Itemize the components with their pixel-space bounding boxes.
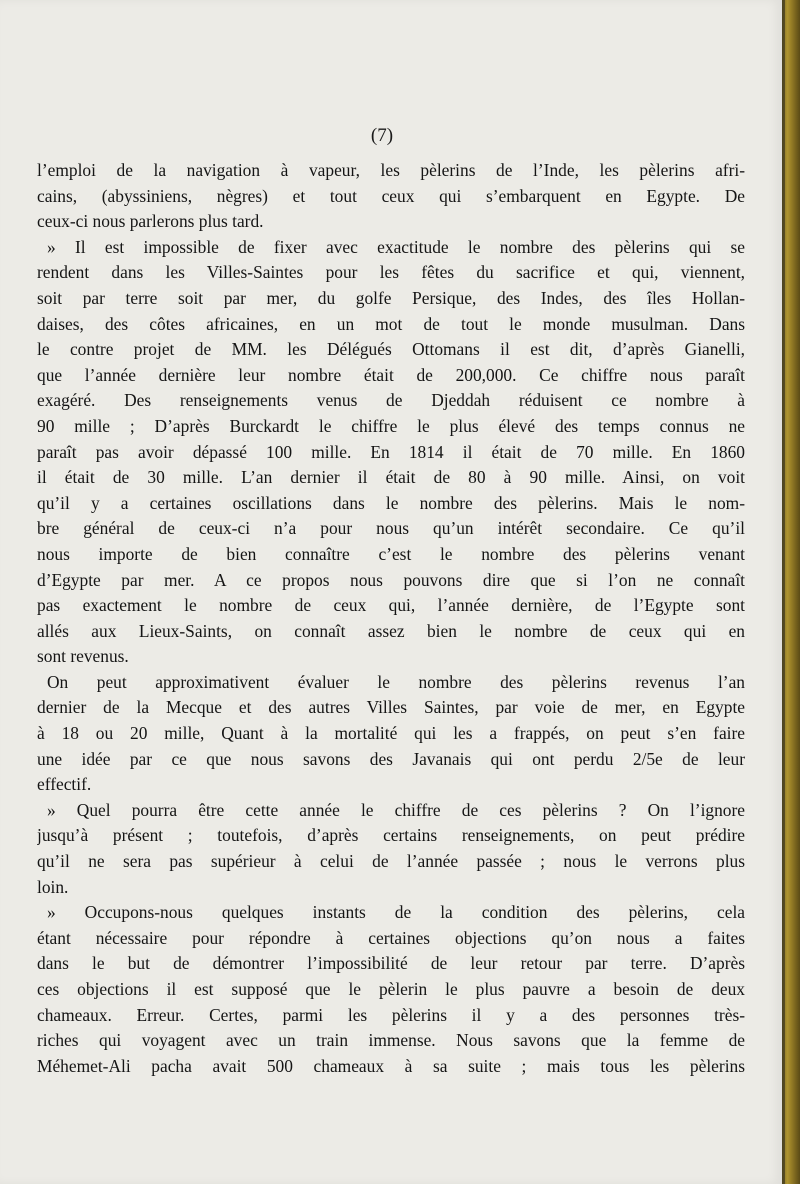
text-line: bre général de ceux-ci n’a pour nous qu’un intérêt secondaire. Ce qu’il — [37, 518, 745, 539]
text-line: riches qui voyagent avec un train immense. Nous savons que la femme de — [37, 1030, 745, 1051]
text-line: » Il est impossible de fixer avec exactitude le nombre des pèlerins qui se — [47, 236, 745, 257]
book-binding-edge — [782, 0, 800, 1184]
text-line: nous importe de bien connaître c’est le nombre des pèlerins venant — [37, 543, 745, 564]
text-line: que l’année dernière leur nombre était de 200,000. Ce chiffre nous paraît — [37, 364, 745, 385]
text-line: » Occupons-nous quelques instants de la condition des pèlerins, cela — [47, 902, 745, 923]
text-line: daises, des côtes africaines, en un mot de tout le monde musulman. Dans — [37, 313, 745, 334]
text-line: cains, (abyssiniens, nègres) et tout ceux qui s’embarquent en Egypte. De — [37, 185, 745, 206]
text-line: qu’il y a certaines oscillations dans le nombre des pèlerins. Mais le nom- — [37, 492, 745, 513]
text-line: On peut approximativent évaluer le nombre des pèlerins revenus l’an — [47, 671, 745, 692]
text-line: rendent dans les Villes-Saintes pour les fêtes du sacrifice et qui, viennent, — [37, 262, 745, 283]
text-line: d’Egypte par mer. A ce propos nous pouvons dire que si l’on ne connaît — [37, 569, 745, 590]
text-line: il était de 30 mille. L’an dernier il était de 80 à 90 mille. Ainsi, on voit — [37, 467, 745, 488]
text-line: le contre projet de MM. les Délégués Ottomans il est dit, d’après Gianelli, — [37, 339, 745, 360]
text-line: pas exactement le nombre de ceux qui, l’année dernière, de l’Egypte sont — [37, 595, 745, 616]
text-line: » Quel pourra être cette année le chiffre de ces pèlerins ? On l’ignore — [47, 799, 745, 820]
text-line: loin. — [37, 876, 69, 897]
text-line: paraît pas avoir dépassé 100 mille. En 1814 il était de 70 mille. En 1860 — [37, 441, 745, 462]
text-line: soit par terre soit par mer, du golfe Persique, des Indes, des îles Hollan- — [37, 287, 745, 308]
text-line: une idée par ce que nous savons des Javanais qui ont perdu 2/5e de leur — [37, 748, 745, 769]
text-line: sont revenus. — [37, 646, 129, 667]
text-line: exagéré. Des renseignements venus de Djeddah réduisent ce nombre à — [37, 390, 745, 411]
text-line: étant nécessaire pour répondre à certaines objections qu’on nous a faites — [37, 927, 745, 948]
text-line: qu’il ne sera pas supérieur à celui de l’année passée ; nous le verrons plus — [37, 851, 745, 872]
text-line: ceux-ci nous parlerons plus tard. — [37, 211, 264, 232]
text-line: jusqu’à présent ; toutefois, d’après certains renseignements, on peut prédire — [37, 825, 745, 846]
text-line: l’emploi de la navigation à vapeur, les pèlerins de l’Inde, les pèlerins afri- — [37, 160, 745, 180]
text-line: effectif. — [37, 774, 92, 795]
text-line: allés aux Lieux-Saints, on connaît assez bien le nombre de ceux qui en — [37, 620, 745, 641]
body-text — [37, 158, 745, 1079]
text-line: à 18 ou 20 mille, Quant à la mortalité qui les a frappés, on peut s’en faire — [37, 723, 745, 744]
text-line: Méhemet-Ali pacha avait 500 chameaux à sa suite ; mais tous les pèlerins — [37, 1055, 745, 1076]
text-line: dans le but de démontrer l’impossibilité de leur retour par terre. D’après — [37, 953, 745, 974]
text-line: 90 mille ; D’après Burckardt le chiffre le plus élevé des temps connus ne — [37, 415, 745, 436]
page-number: (7) — [370, 125, 394, 146]
text-line: chameaux. Erreur. Certes, parmi les pèlerins il y a des personnes très- — [37, 1004, 745, 1025]
text-line: dernier de la Mecque et des autres Villes Saintes, par voie de mer, en Egypte — [37, 697, 745, 718]
text-line: ces objections il est supposé que le pèlerin le plus pauvre a besoin de deux — [37, 979, 745, 999]
